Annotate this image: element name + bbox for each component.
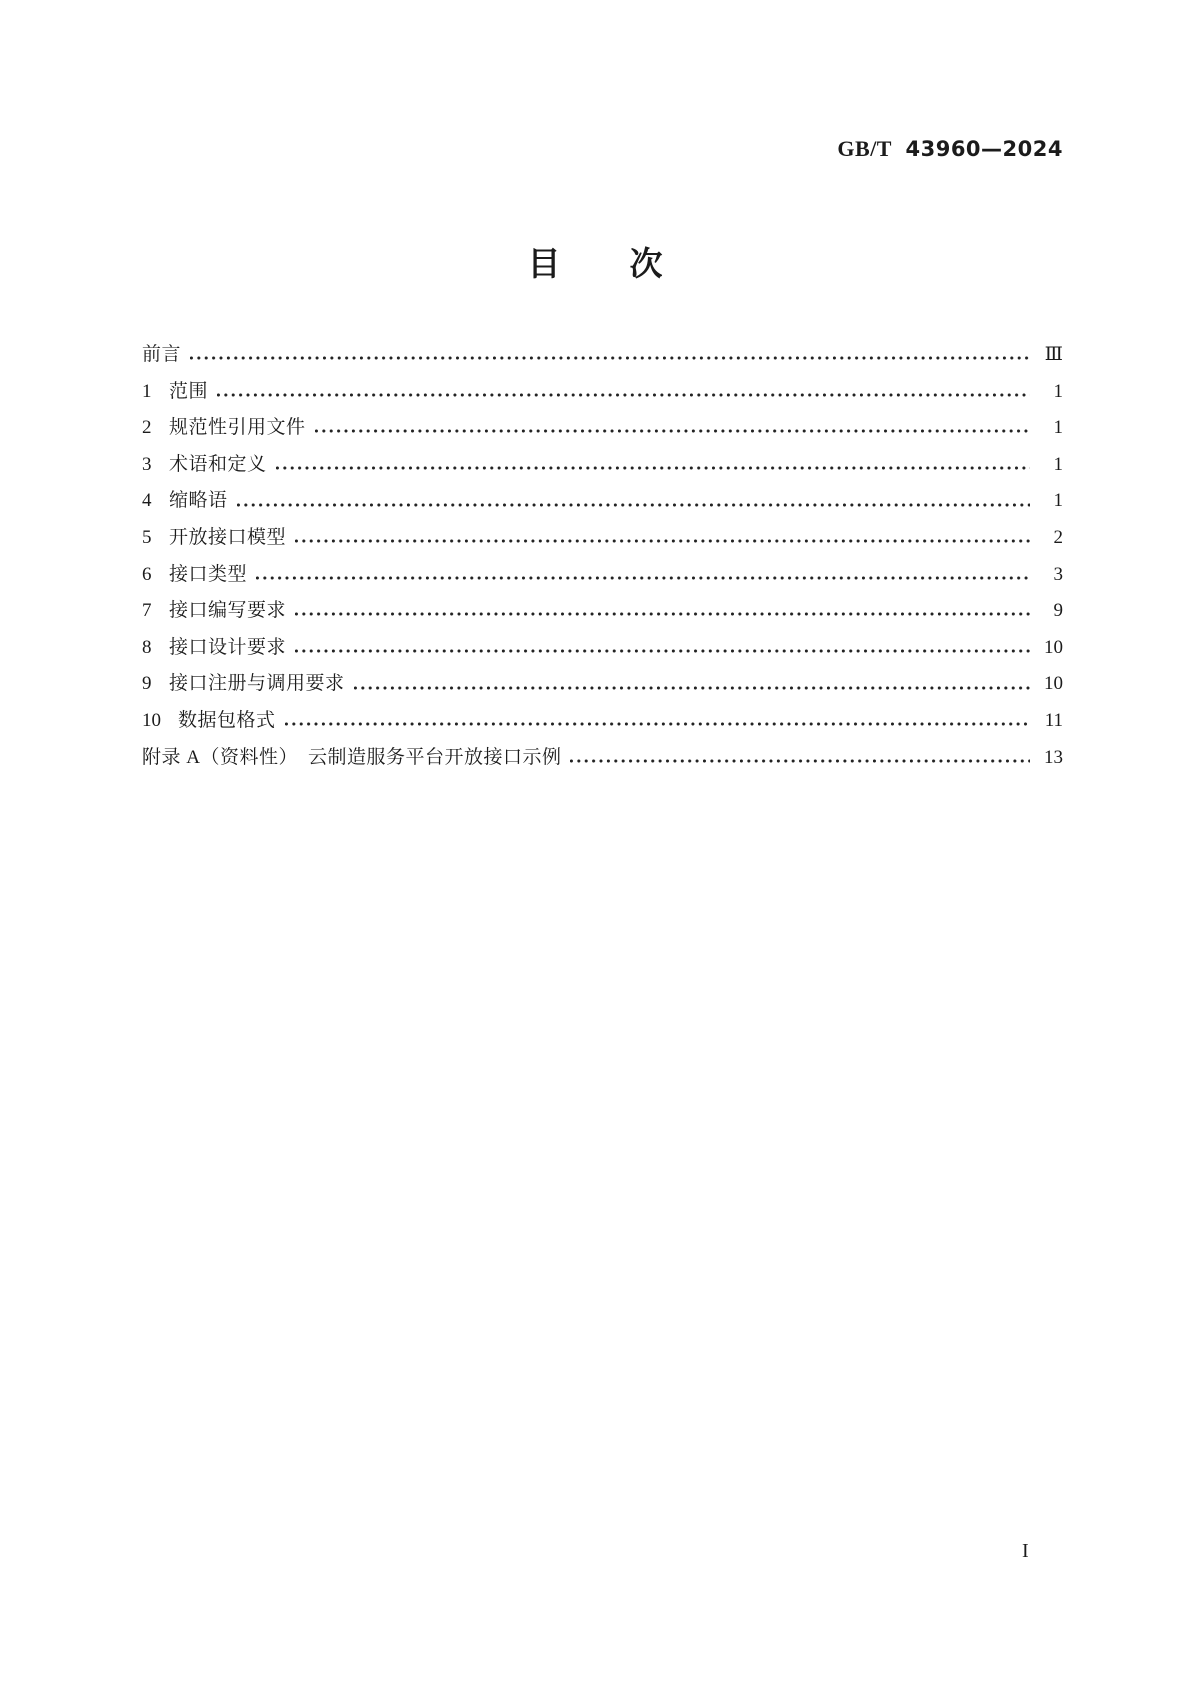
toc-entry-page: 1 bbox=[1053, 417, 1063, 439]
toc-entry-number: 9 bbox=[142, 673, 152, 695]
toc-entry-page: 3 bbox=[1053, 563, 1063, 585]
toc-entry-number: 3 bbox=[142, 453, 152, 475]
toc-entry-number: 5 bbox=[142, 526, 152, 548]
toc-entry-page: 11 bbox=[1044, 709, 1063, 731]
toc-entry-page: 1 bbox=[1053, 453, 1063, 475]
toc-entry-page: Ⅲ bbox=[1044, 344, 1063, 365]
toc-entry-page: 1 bbox=[1053, 490, 1063, 512]
folio-page-number: I bbox=[1022, 1540, 1029, 1562]
toc-entry-page: 1 bbox=[1053, 380, 1063, 402]
toc-entry bbox=[142, 374, 1063, 411]
toc-entry bbox=[142, 593, 1063, 630]
toc-entry-title: 前言 bbox=[142, 344, 182, 365]
toc-entry bbox=[142, 447, 1063, 484]
toc-entry bbox=[142, 703, 1063, 740]
toc-entry-number: 4 bbox=[142, 490, 152, 512]
toc-entry-page: 9 bbox=[1053, 600, 1063, 622]
toc-entry-page: 13 bbox=[1044, 746, 1063, 768]
toc-entry bbox=[142, 483, 1063, 520]
toc-entry-title: 接口注册与调用要求 bbox=[169, 673, 345, 695]
dot-leader bbox=[295, 612, 1030, 616]
toc-entry-title: 附录 A（资料性） 云制造服务平台开放接口示例 bbox=[142, 746, 562, 768]
toc-entry-page: 10 bbox=[1044, 636, 1063, 658]
toc-entry-title: 开放接口模型 bbox=[169, 526, 287, 548]
toc-entry-title: 术语和定义 bbox=[169, 453, 267, 475]
toc-entry-page: 10 bbox=[1044, 673, 1063, 695]
standard-code-number: 43960—2024 bbox=[905, 137, 1063, 161]
toc-entry bbox=[142, 520, 1063, 557]
toc-entry bbox=[142, 557, 1063, 594]
toc-entry-title: 范围 bbox=[169, 380, 209, 402]
toc-entry-number: 6 bbox=[142, 563, 152, 585]
dot-leader bbox=[217, 393, 1030, 397]
toc-entry bbox=[142, 630, 1063, 667]
toc-entry-title: 数据包格式 bbox=[178, 709, 276, 731]
dot-leader bbox=[256, 576, 1030, 580]
toc-entry bbox=[142, 337, 1063, 374]
page-title: 目 次 bbox=[527, 245, 664, 282]
dot-leader bbox=[295, 649, 1030, 653]
toc-entry-title: 接口编写要求 bbox=[169, 600, 287, 622]
table-of-contents bbox=[142, 337, 1063, 776]
toc-entry-number: 8 bbox=[142, 636, 152, 658]
dot-leader bbox=[295, 539, 1030, 543]
dot-leader bbox=[354, 686, 1030, 690]
dot-leader bbox=[237, 503, 1030, 507]
toc-entry bbox=[142, 410, 1063, 447]
toc-entry-page: 2 bbox=[1053, 526, 1063, 548]
toc-entry bbox=[142, 740, 1063, 777]
dot-leader bbox=[190, 356, 1030, 360]
dot-leader bbox=[570, 759, 1030, 763]
toc-entry-title: 接口设计要求 bbox=[169, 636, 287, 658]
dot-leader bbox=[315, 429, 1030, 433]
toc-entry-number: 7 bbox=[142, 600, 152, 622]
standard-code-prefix: GB/T bbox=[837, 136, 892, 161]
toc-entry bbox=[142, 666, 1063, 703]
toc-entry-number: 1 bbox=[142, 380, 152, 402]
toc-entry-title: 接口类型 bbox=[169, 563, 248, 585]
dot-leader bbox=[276, 466, 1030, 470]
toc-entry-number: 10 bbox=[142, 709, 161, 731]
dot-leader bbox=[285, 722, 1030, 726]
toc-entry-title: 规范性引用文件 bbox=[169, 417, 306, 439]
toc-entry-number: 2 bbox=[142, 417, 152, 439]
standard-code-header bbox=[0, 136, 1063, 162]
toc-entry-title: 缩略语 bbox=[169, 490, 228, 512]
